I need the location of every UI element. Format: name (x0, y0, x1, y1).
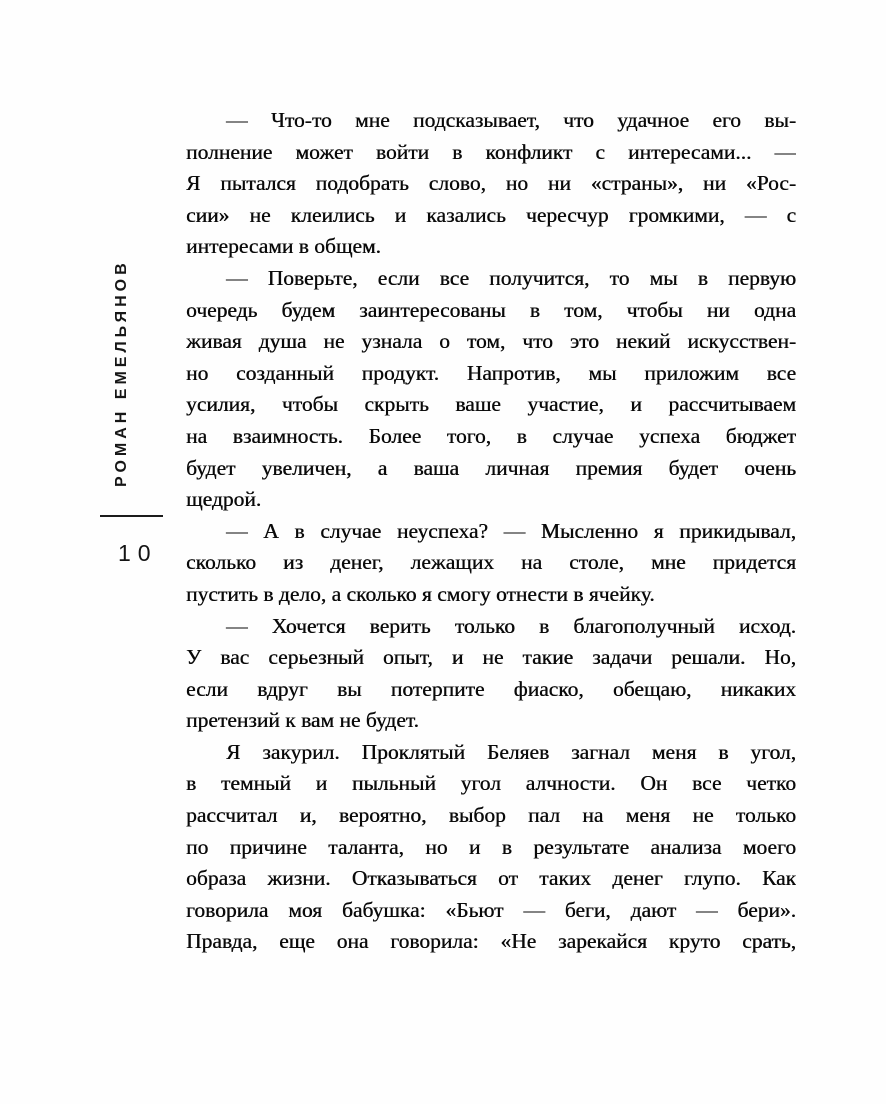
text-line: Я закурил. Проклятый Беляев загнал меня в угол, (226, 739, 796, 764)
body-text (186, 105, 796, 958)
text-line: если вдруг вы потерпите фиаско, обещаю, никаких (186, 676, 796, 701)
text-line: усилия, чтобы скрыть ваше участие, и рассчитываем (186, 392, 796, 417)
page-number: 10 (118, 540, 158, 566)
text-line: живая душа не узнала о том, что это некий искусствен- (186, 329, 796, 354)
text-line: будет увеличен, а ваша личная премия будет очень (186, 455, 796, 480)
text-line: рассчитал и, вероятно, выбор пал на меня не только (186, 803, 796, 828)
text-line: на взаимность. Более того, в случае успеха бюджет (186, 423, 796, 448)
text-line: говорила моя бабушка: «Бьют — беги, дают — бери». (186, 897, 796, 922)
text-line: в темный и пыльный угол алчности. Он все четко (186, 771, 796, 796)
author-vertical-label: РОМАН ЕМЕЛЬЯНОВ (113, 259, 130, 487)
text-line: интересами в общем. (186, 234, 381, 259)
text-line: щедрой. (186, 487, 262, 512)
text-line: У вас серьезный опыт, и не такие задачи решали. Но, (186, 645, 796, 670)
margin-rule-divider (100, 515, 163, 517)
text-line: сии» не клеились и казались чересчур громкими, — с (186, 202, 796, 227)
text-line: пустить в дело, а сколько я смогу отнести в ячейку. (186, 581, 655, 606)
text-line: — Хочется верить только в благополучный исход. (226, 613, 796, 638)
text-line: Я пытался подобрать слово, но ни «страны», ни «Рос- (186, 171, 796, 196)
text-line: — Что-то мне подсказывает, что удачное его вы- (226, 108, 796, 132)
text-line: образа жизни. Отказываться от таких денег глупо. Как (186, 866, 796, 891)
text-line: сколько из денег, лежащих на столе, мне придется (186, 550, 796, 575)
text-line: полнение может войти в конфликт с интересами... — (186, 139, 796, 164)
text-line: Правда, еще она говорила: «Не зарекайся круто срать, (186, 929, 796, 954)
text-line: по причине таланта, но и в результате анализа моего (186, 834, 796, 859)
text-line: — А в случае неуспеха? — Мысленно я прикидывал, (226, 518, 796, 543)
text-line: но созданный продукт. Напротив, мы приложим все (186, 360, 796, 385)
text-line: претензий к вам не будет. (186, 708, 419, 733)
text-line: — Поверьте, если все получится, то мы в первую (226, 265, 796, 290)
text-line: очередь будем заинтересованы в том, чтобы ни одна (186, 297, 796, 322)
